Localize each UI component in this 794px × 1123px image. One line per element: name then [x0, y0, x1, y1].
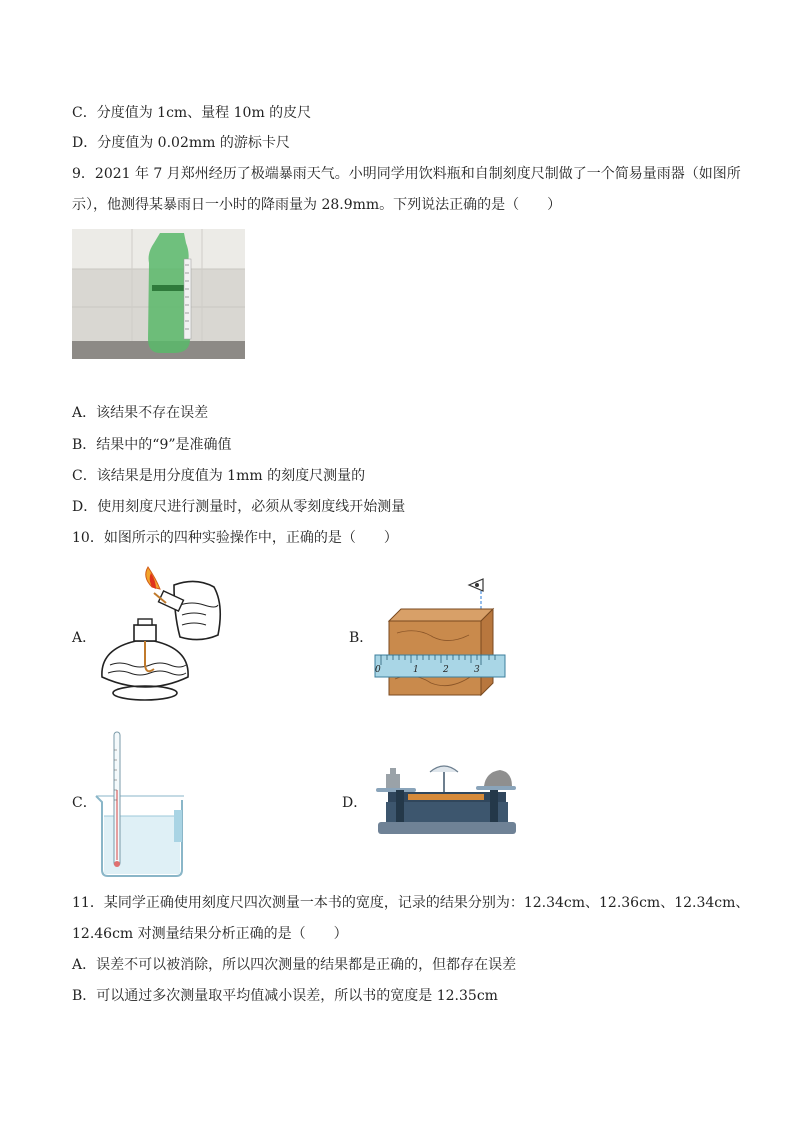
ruler-tick-0: 0 [375, 665, 381, 675]
q9-option-a: A．该结果不存在误差 [72, 405, 209, 421]
ruler-tick-1: 1 [413, 665, 419, 675]
thermometer-beaker-figure [92, 730, 192, 878]
ruler-tick-3: 3 [474, 665, 480, 675]
q11-option-b: B．可以通过多次测量取平均值减小误差，所以书的宽度是 12.35cm [72, 988, 498, 1004]
q10-stem: 10．如图所示的四种实验操作中，正确的是（ ） [72, 530, 398, 546]
alcohol-lamp-figure [96, 565, 226, 705]
q9-option-d: D．使用刻度尺进行测量时，必须从零刻度线开始测量 [72, 499, 406, 515]
q9-option-b: B．结果中的“9”是准确值 [72, 437, 232, 453]
ruler-tick-2: 2 [443, 665, 449, 675]
q11-option-a: A．误差不可以被消除，所以四次测量的结果都是正确的，但都存在误差 [72, 957, 517, 973]
q10-label-d: D． [342, 795, 368, 811]
q8-option-c: C．分度值为 1cm、量程 10m 的皮尺 [72, 105, 312, 121]
q8-option-d: D．分度值为 0.02mm 的游标卡尺 [72, 135, 290, 151]
q10-label-c: C． [72, 795, 97, 811]
rain-gauge-photo [72, 229, 245, 359]
q11-stem-line2: 12.46cm 对测量结果分析正确的是（ ） [72, 926, 348, 942]
q9-option-c: C．该结果是用分度值为 1mm 的刻度尺测量的 [72, 468, 366, 484]
q11-stem-line1: 11．某同学正确使用刻度尺四次测量一本书的宽度，记录的结果分别为：12.34cm、12.36cm、12.34cm、 [72, 895, 750, 911]
q10-label-b: B． [349, 630, 374, 646]
ruler-block-figure [373, 575, 508, 700]
q9-stem-line1: 9．2021 年 7 月郑州经历了极端暴雨天气。小明同学用饮料瓶和自制刻度尺制做了一个简易量雨器（如图所 [72, 166, 741, 182]
balance-scale-figure [372, 760, 522, 842]
q10-label-a: A． [72, 630, 97, 646]
q9-stem-line2: 示），他测得某暴雨日一小时的降雨量为 28.9mm。下列说法正确的是（ ） [72, 197, 562, 213]
